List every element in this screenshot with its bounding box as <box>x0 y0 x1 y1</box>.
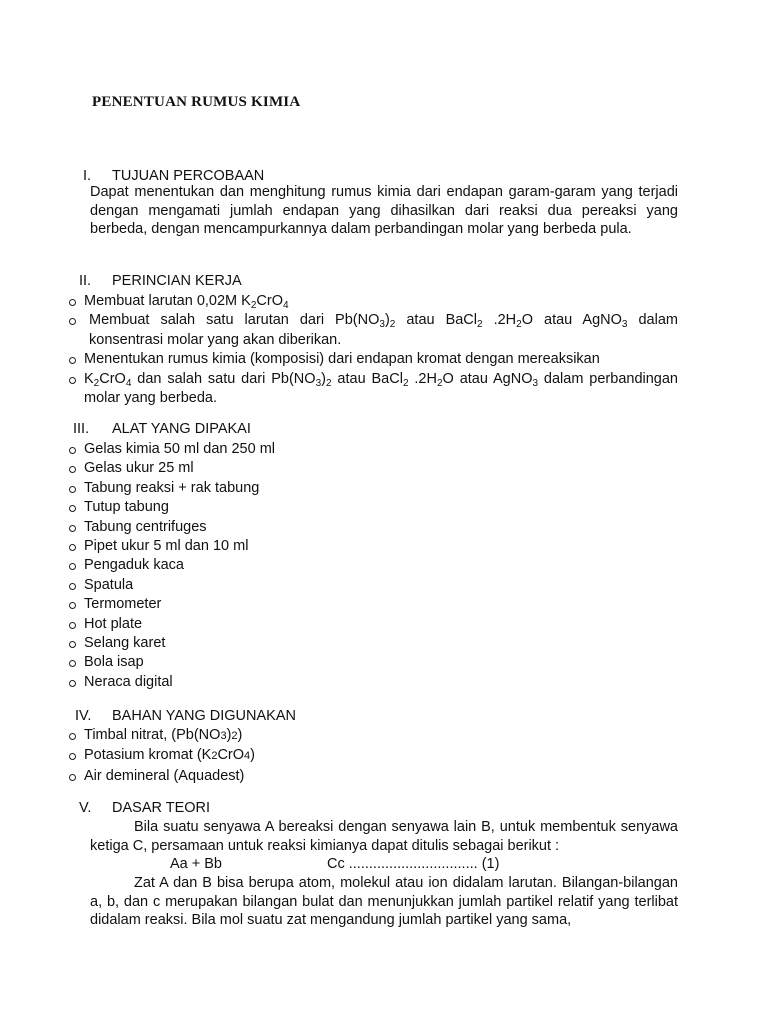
text-segment: K <box>84 370 94 387</box>
list-item <box>68 518 678 537</box>
subscript: 2 <box>436 377 443 389</box>
section-5-title: DASAR TEORI <box>112 800 211 816</box>
text-segment: dan salah satu dari Pb(NO <box>131 370 316 387</box>
subscript: 2 <box>93 377 100 389</box>
list-item <box>68 746 678 766</box>
equipment-item-text: Neraca digital <box>84 673 173 690</box>
section-1-title: TUJUAN PERCOBAAN <box>112 168 265 184</box>
dasar-teori-body <box>90 874 678 930</box>
text-segment: 2 <box>211 750 218 763</box>
text-segment: Membuat salah satu larutan dari Pb(NO <box>89 312 380 329</box>
list-item <box>68 459 678 478</box>
subscript: 2 <box>516 319 522 331</box>
section-3-title: ALAT YANG DIPAKAI <box>112 421 251 437</box>
text-segment: Membuat larutan 0,02M K <box>84 293 251 309</box>
section-2-heading <box>79 273 242 289</box>
subscript: 4 <box>125 377 132 389</box>
section-1-number: I. <box>83 168 92 184</box>
subscript: 2 <box>325 377 332 389</box>
equipment-item-text: Spatula <box>84 576 134 593</box>
dasar-teori-paragraph-2: Zat A dan B bisa berupa atom, molekul atau ion didalam larutan. Bilangan-bilangan a, b, dan c merupakan bilangan bulat dan menunjukkan jumlah partikel relatif yang terlibat didalam reaksi. Bila mol suatu zat mengandung jumlah partikel yang sama, <box>90 875 678 928</box>
section-1-heading <box>83 168 264 184</box>
list-item <box>68 440 678 459</box>
equipment-item-text: Pipet ukur 5 ml dan 10 ml <box>84 538 249 555</box>
section-4-heading <box>75 708 296 724</box>
subscript: 2 <box>477 319 483 331</box>
text-segment: ) <box>250 747 256 764</box>
text-segment: 2 <box>231 730 238 742</box>
section-4-title: BAHAN YANG DIGUNAKAN <box>112 708 296 724</box>
section-3-heading <box>73 421 251 437</box>
text-segment: ) <box>237 727 243 743</box>
text-segment: .2H <box>408 370 437 387</box>
dasar-teori-paragraph-1: Bila suatu senyawa A bereaksi dengan senyawa lain B, untuk membentuk senyawa ketiga C, persamaan untuk reaksi kimianya dapat ditulis sebagai berikut : <box>90 819 678 854</box>
equipment-item-text: Pengaduk kaca <box>84 557 184 574</box>
list-item <box>68 311 678 350</box>
bahan-list <box>68 726 678 786</box>
text-segment: ) <box>384 312 390 329</box>
equipment-item-text: Selang karet <box>84 635 166 652</box>
text-segment: ) <box>226 727 232 743</box>
subscript: 3 <box>621 319 628 331</box>
text-segment: 4 <box>244 750 251 763</box>
text-segment: CrO <box>99 370 126 387</box>
alat-list <box>68 440 678 692</box>
equipment-item-text: Termometer <box>84 596 162 613</box>
equation-lhs: Aa + Bb <box>170 856 222 872</box>
list-item <box>68 634 678 653</box>
text-segment: Timbal nitrat, (Pb(NO <box>84 727 221 743</box>
equipment-item-text: Gelas kimia 50 ml dan 250 ml <box>84 441 275 457</box>
text-segment: 3 <box>220 730 227 742</box>
text-segment: ) <box>321 370 326 387</box>
text-segment: dalam perbandingan molar yang berbeda. <box>84 370 678 407</box>
list-item <box>68 498 678 517</box>
section-2-number: II. <box>79 273 92 289</box>
reaction-equation <box>170 856 500 872</box>
equipment-item-text: Tabung reaksi + rak tabung <box>84 479 260 496</box>
list-item <box>68 537 678 556</box>
section-4-number: IV. <box>75 708 92 724</box>
text-segment: CrO <box>217 747 245 764</box>
document-title: PENENTUAN RUMUS KIMIA <box>92 94 301 110</box>
text-segment: O atau AgNO <box>442 370 533 387</box>
text-segment: Air demineral (Aquadest) <box>84 767 245 784</box>
text-segment: dalam konsentrasi molar yang akan diberikan. <box>89 312 678 348</box>
list-item <box>68 615 678 634</box>
section-1-text <box>90 183 678 239</box>
subscript: 2 <box>402 377 409 389</box>
text-segment: atau BaCl <box>331 370 403 387</box>
equipment-item-text: Gelas ukur 25 ml <box>84 460 194 477</box>
subscript: 3 <box>379 319 385 331</box>
list-item <box>68 653 678 672</box>
subscript: 2 <box>389 319 396 331</box>
text-segment: atau BaCl <box>395 312 478 329</box>
section-2-title: PERINCIAN KERJA <box>112 273 242 289</box>
section-5-heading <box>79 800 210 816</box>
list-item <box>68 673 678 692</box>
list-item <box>68 479 678 498</box>
section-3-number: III. <box>73 421 90 437</box>
list-item <box>68 767 678 786</box>
subscript: 3 <box>315 377 322 389</box>
text-segment: O atau AgNO <box>521 312 622 329</box>
equipment-item-text: Tutup tabung <box>84 499 169 516</box>
dasar-teori-intro <box>90 818 678 855</box>
equipment-item-text: Bola isap <box>84 654 144 671</box>
section-5-number: V. <box>79 800 92 816</box>
list-item <box>68 292 678 311</box>
subscript: 3 <box>532 377 539 389</box>
list-item <box>68 350 678 369</box>
subscript: 4 <box>283 300 289 311</box>
subscript: 2 <box>250 300 257 311</box>
text-segment: .2H <box>482 312 517 329</box>
text-segment: CrO <box>256 293 283 309</box>
list-item <box>68 556 678 575</box>
list-item <box>68 726 678 746</box>
tujuan-paragraph: Dapat menentukan dan menghitung rumus kimia dari endapan garam-garam yang terjadi dengan mengamati jumlah endapan yang dihasilkan dari reaksi dua pereaksi yang berbeda, dengan mencampurkannya dalam perbandingan molar yang berbeda pula. <box>90 184 678 237</box>
equipment-item-text: Tabung centrifuges <box>84 518 207 535</box>
perincian-kerja-list <box>68 292 678 408</box>
equipment-item-text: Hot plate <box>84 615 143 632</box>
list-item <box>68 576 678 595</box>
text-segment: Menentukan rumus kimia (komposisi) dari endapan kromat dengan mereaksikan <box>84 351 600 368</box>
list-item <box>68 370 678 409</box>
list-item <box>68 595 678 614</box>
equation-rhs: Cc ................................ (1) <box>327 856 500 872</box>
text-segment: Potasium kromat (K <box>84 747 212 764</box>
